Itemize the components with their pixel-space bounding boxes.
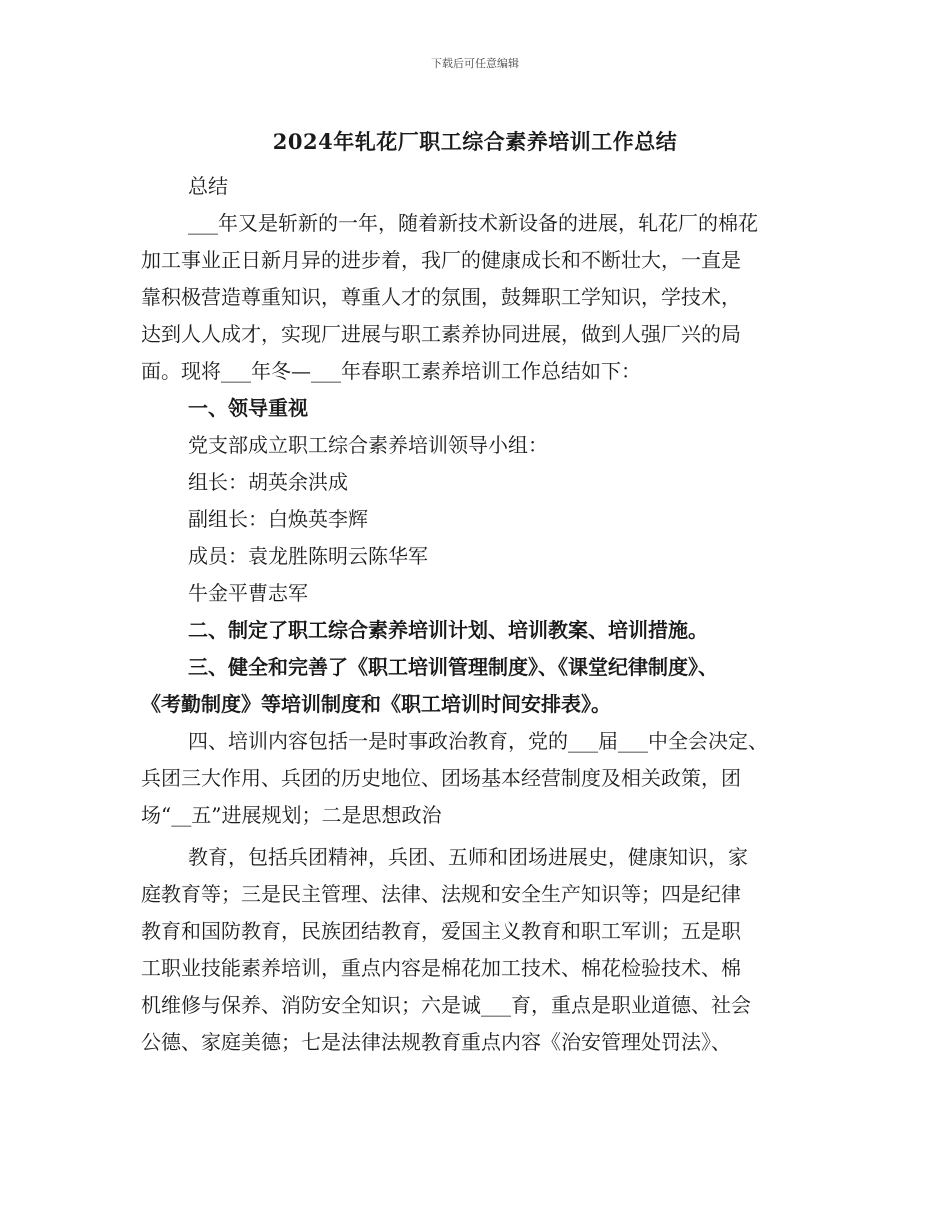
paragraph-line: 成员：袁龙胜陈明云陈华军 <box>188 544 428 568</box>
paragraph-line: 公德、家庭美德；七是法律法规教育重点内容《治安管理处罚法》、 <box>141 1030 731 1054</box>
section-heading-line: 《考勤制度》等培训制度和《职工培训时间安排表》。 <box>141 692 611 716</box>
section-heading-line: 一、领导重视 <box>188 396 308 420</box>
paragraph-line: 庭教育等；三是民主管理、法律、法规和安全生产知识等；四是纪律 <box>141 882 741 906</box>
paragraph-line: 兵团三大作用、兵团的历史地位、团场基本经营制度及相关政策，团 <box>141 766 741 790</box>
paragraph-line: 场“__五”进展规划；二是思想政治 <box>141 803 442 827</box>
paragraph-line: 加工事业正日新月异的进步着，我厂的健康成长和不断壮大，一直是 <box>141 248 741 272</box>
paragraph-line: 教育，包括兵团精神，兵团、五师和团场进展史，健康知识，家 <box>188 845 748 869</box>
paragraph-line: 达到人人成才，实现厂进展与职工素养协同进展，做到人强厂兴的局 <box>141 322 741 346</box>
paragraph-line: 党支部成立职工综合素养培训领导小组： <box>188 433 548 457</box>
paragraph-line: 牛金平曹志军 <box>188 581 308 605</box>
paragraph-line: 教育和国防教育，民族团结教育，爱国主义教育和职工军训；五是职 <box>141 919 741 943</box>
paragraph-line: 面。现将___年冬—___年春职工素养培训工作总结如下： <box>141 359 641 383</box>
document-body <box>141 168 821 1061</box>
section-heading-line: 二、制定了职工综合素养培训计划、培训教案、培训措施。 <box>188 618 708 642</box>
header-note: 下载后可任意编辑 <box>431 57 519 70</box>
paragraph-line: 总结 <box>188 174 228 198</box>
paragraph-line: 靠积极营造尊重知识，尊重人才的氛围，鼓舞职工学知识，学技术， <box>141 285 741 309</box>
paragraph-line: 工职业技能素养培训，重点内容是棉花加工技术、棉花检验技术、棉 <box>141 956 741 980</box>
paragraph-line: 四、培训内容包括一是时事政治教育，党的___届___中全会决定、 <box>188 729 768 753</box>
paragraph-line: ___年又是斩新的一年，随着新技术新设备的进展，轧花厂的棉花 <box>188 211 758 235</box>
paragraph-line: 组长：胡英余洪成 <box>188 470 348 494</box>
document-title: 2024年轧花厂职工综合素养培训工作总结 <box>272 129 678 154</box>
paragraph-line: 机维修与保养、消防安全知识；六是诚___育，重点是职业道德、社会 <box>141 993 751 1017</box>
paragraph-line: 副组长：白焕英李辉 <box>188 507 368 531</box>
section-heading-line: 三、健全和完善了《职工培训管理制度》、《课堂纪律制度》、 <box>188 655 718 679</box>
